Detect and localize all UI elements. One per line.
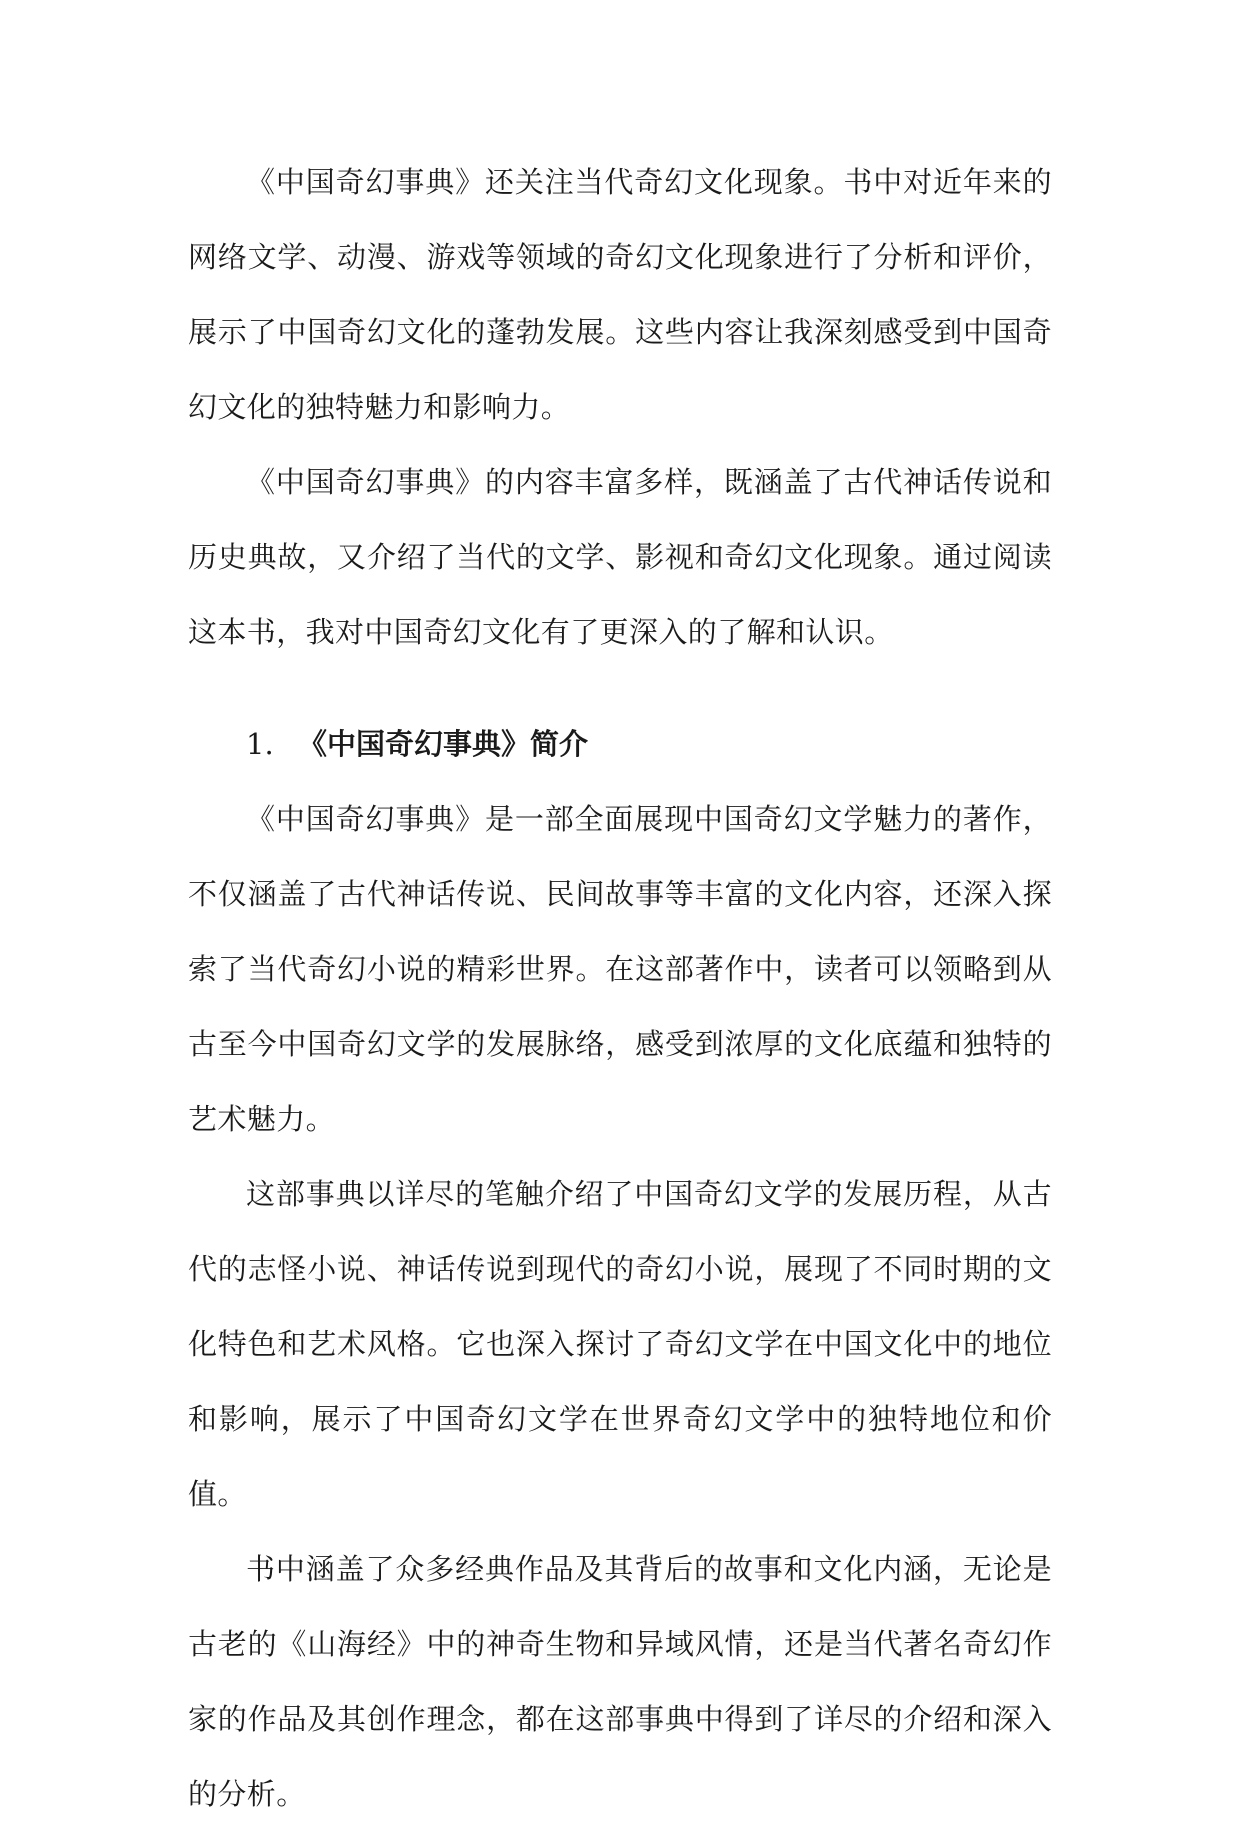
paragraph-content-summary: 《中国奇幻事典》的内容丰富多样，既涵盖了古代神话传说和历史典故，又介绍了当代的文学、影视和奇幻文化现象。通过阅读这本书，我对中国奇幻文化有了更深入的了解和认识。 xyxy=(188,465,1052,649)
paragraph-classic-works: 书中涵盖了众多经典作品及其背后的故事和文化内涵，无论是古老的《山海经》中的神奇生物和异域风情，还是当代著名奇幻作家的作品及其创作理念，都在这部事典中得到了详尽的介绍和深入的分析。 xyxy=(188,1552,1052,1811)
paragraph-introduction: 《中国奇幻事典》是一部全面展现中国奇幻文学魅力的著作，不仅涵盖了古代神话传说、民间故事等丰富的文化内容，还深入探索了当代奇幻小说的精彩世界。在这部著作中，读者可以领略到从古至今中国奇幻文学的发展脉络，感受到浓厚的文化底蕴和独特的艺术魅力。 xyxy=(188,802,1052,1136)
paragraph-modern-phenomena: 《中国奇幻事典》还关注当代奇幻文化现象。书中对近年来的网络文学、动漫、游戏等领域的奇幻文化现象进行了分析和评价，展示了中国奇幻文化的蓬勃发展。这些内容让我深刻感受到中国奇幻文化的独特魅力和影响力。 xyxy=(188,165,1052,424)
section-number: 1. xyxy=(246,727,274,761)
section-title: 《中国奇幻事典》简介 xyxy=(298,727,589,761)
paragraph-history: 这部事典以详尽的笔触介绍了中国奇幻文学的发展历程，从古代的志怪小说、神话传说到现代的奇幻小说，展现了不同时期的文化特色和艺术风格。它也深入探讨了奇幻文学在中国文化中的地位和影响，展示了中国奇幻文学在世界奇幻文学中的独特地位和价值。 xyxy=(188,1177,1052,1511)
document-body xyxy=(188,145,1052,1832)
section-heading xyxy=(188,707,1052,782)
